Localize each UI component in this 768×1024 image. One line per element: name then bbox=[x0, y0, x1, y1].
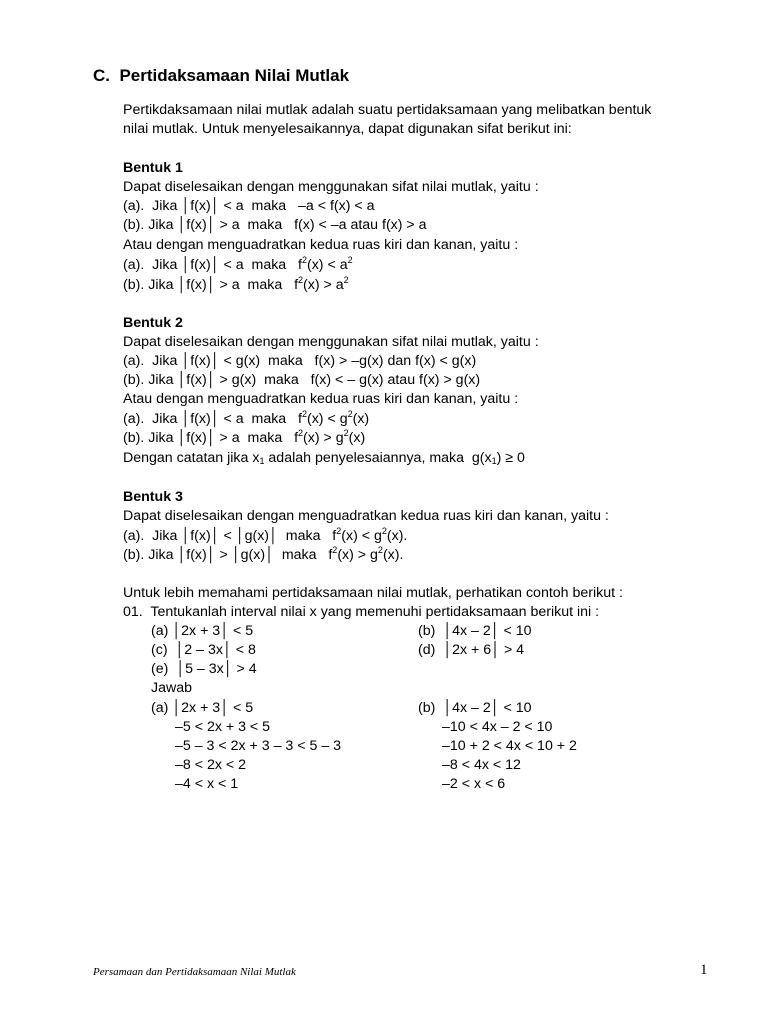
item-d: (d) │2x + 6│ > 4 bbox=[418, 642, 525, 658]
intro-line-1: Pertikdaksamaan nilai mutlak adalah suatu pertidaksamaan yang melibatkan bentuk bbox=[123, 102, 652, 118]
bentuk2-line1: Dapat diselesaikan dengan menggunakan sifat nilai mutlak, yaitu : bbox=[123, 334, 539, 350]
bentuk1-line2: Atau dengan menguadratkan kedua ruas kiri dan kanan, yaitu : bbox=[123, 237, 519, 253]
bentuk2-note: Dengan catatan jika $x_1$ adalah penyelesaiannya, maka $g(x_1) \ge 0$ bbox=[123, 450, 525, 466]
bentuk2-heading: Bentuk 2 bbox=[123, 315, 183, 331]
question-01: 01. Tentukanlah interval nilai x yang memenuhi pertidaksamaan berikut ini : bbox=[123, 604, 600, 620]
contoh-intro: Untuk lebih memahami pertidaksamaan nilai mutlak, perhatikan contoh berikut : bbox=[123, 585, 623, 601]
bentuk3-a: (a). Jika │f(x)│ < │g(x)│ maka $f^2(x) < g^2(x)$. bbox=[123, 526, 408, 544]
bentuk2-b2: (b). Jika │f(x)│ > a maka $f^2(x) > g^2(x)$ bbox=[123, 428, 366, 446]
bentuk1-a2: (a). Jika │f(x)│ < a maka $f^2(x) < a^2$ bbox=[123, 255, 353, 273]
bentuk2-line2: Atau dengan menguadratkan kedua ruas kiri dan kanan, yaitu : bbox=[123, 391, 519, 407]
item-c: (c) │2 – 3x│ < 8 bbox=[151, 642, 256, 658]
section-title: C. Pertidaksamaan Nilai Mutlak bbox=[93, 66, 350, 85]
bentuk2-b1: (b). Jika │f(x)│ > g(x) maka f(x) < – g(x) atau f(x) > g(x) bbox=[123, 372, 481, 388]
answer-a-step: –5 < 2x + 3 < 5 bbox=[175, 719, 271, 735]
bentuk1-heading: Bentuk 1 bbox=[123, 160, 183, 176]
jawab-label: Jawab bbox=[151, 680, 193, 696]
item-a: (a) │2x + 3│ < 5 bbox=[151, 623, 254, 639]
bentuk1-line1: Dapat diselesaikan dengan menggunakan sifat nilai mutlak, yaitu : bbox=[123, 179, 539, 195]
answer-b-step: –8 < 4x < 12 bbox=[442, 757, 521, 773]
bentuk3-line1: Dapat diselesaikan dengan menguadratkan kedua ruas kiri dan kanan, yaitu : bbox=[123, 508, 609, 524]
answer-a-head: (a) │2x + 3│ < 5 bbox=[151, 700, 254, 716]
page-number: 1 bbox=[700, 962, 708, 978]
footer-title: Persamaan dan Pertidaksamaan Nilai Mutlak bbox=[93, 966, 296, 978]
answer-b-head: (b) │4x – 2│ < 10 bbox=[418, 700, 532, 716]
bentuk1-b2: (b). Jika │f(x)│ > a maka $f^2(x) > a^2$ bbox=[123, 275, 349, 293]
answer-b-step: –10 + 2 < 4x < 10 + 2 bbox=[442, 738, 577, 754]
answer-a-step: –8 < 2x < 2 bbox=[175, 757, 246, 773]
bentuk1-a1: (a). Jika │f(x)│ < a maka –a < f(x) < a bbox=[123, 198, 375, 214]
item-e: (e) │5 – 3x│ > 4 bbox=[151, 661, 257, 677]
answer-a-step: –5 – 3 < 2x + 3 – 3 < 5 – 3 bbox=[175, 738, 342, 754]
bentuk3-heading: Bentuk 3 bbox=[123, 489, 183, 505]
bentuk1-b1: (b). Jika │f(x)│ > a maka f(x) < –a atau f(x) > a bbox=[123, 217, 427, 233]
answer-a-step: –4 < x < 1 bbox=[175, 776, 239, 792]
answer-b-step: –2 < x < 6 bbox=[442, 776, 506, 792]
bentuk2-a1: (a). Jika │f(x)│ < g(x) maka f(x) > –g(x) dan f(x) < g(x) bbox=[123, 353, 477, 369]
answer-b-step: –10 < 4x – 2 < 10 bbox=[442, 719, 553, 735]
intro-line-2: nilai mutlak. Untuk menyelesaikannya, dapat digunakan sifat berikut ini: bbox=[123, 121, 572, 137]
item-b: (b) │4x – 2│ < 10 bbox=[418, 623, 532, 639]
bentuk2-a2: (a). Jika │f(x)│ < a maka $f^2(x) < g^2(x)$ bbox=[123, 409, 370, 427]
bentuk3-b: (b). Jika │f(x)│ > │g(x)│ maka $f^2(x) > g^2(x)$. bbox=[123, 545, 404, 563]
